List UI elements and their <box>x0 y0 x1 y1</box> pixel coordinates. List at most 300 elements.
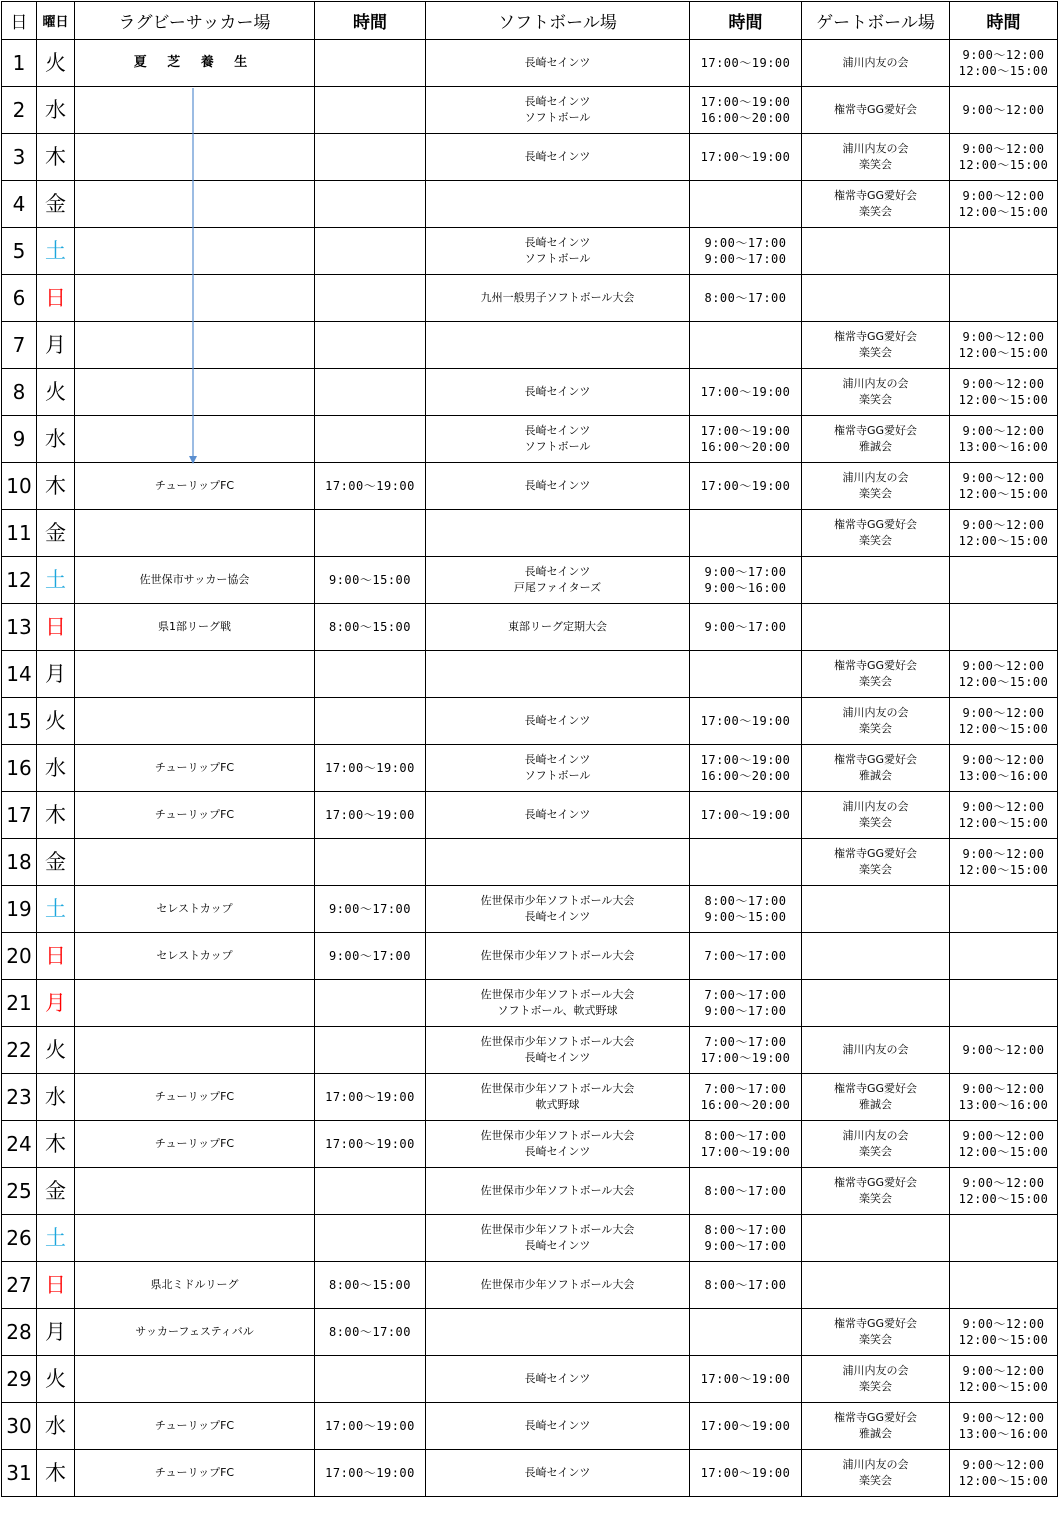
rugby-cell <box>75 1403 315 1450</box>
gateball-cell <box>802 604 950 651</box>
cell-text: 7:00～17:00 <box>704 1082 787 1096</box>
cell-text: 権常寺GG愛好会 <box>833 753 918 766</box>
gateball-time-cell <box>950 933 1058 980</box>
cell-text: 浦川内友の会 <box>842 706 909 719</box>
schedule-row <box>2 604 1058 651</box>
cell-text: 17:00～19:00 <box>325 1419 415 1433</box>
cell-text: 9:00～12:00 <box>962 377 1045 391</box>
gateball-time-cell <box>950 322 1058 369</box>
cell-text: 長崎セインツ <box>524 150 591 163</box>
cell-text: 佐世保市少年ソフトボール大会 <box>480 1184 635 1197</box>
rugby-cell <box>75 134 315 181</box>
cell-text: 佐世保市少年ソフトボール大会 <box>480 894 635 907</box>
rugby-time-cell <box>315 416 426 463</box>
cell-text: 16:00～20:00 <box>700 1098 791 1112</box>
cell-text: 17:00～19:00 <box>700 1051 791 1065</box>
softball-cell <box>426 228 690 275</box>
softball-cell <box>426 651 690 698</box>
cell-text: 長崎セインツ <box>524 1419 591 1432</box>
softball-cell <box>426 557 690 604</box>
cell-text: 17:00～19:00 <box>700 1466 791 1480</box>
rugby-time-cell <box>315 980 426 1027</box>
weekday-cell: 水 <box>37 87 75 134</box>
cell-text: 佐世保市少年ソフトボール大会 <box>480 1278 635 1291</box>
cell-text: 権常寺GG愛好会 <box>833 1317 918 1330</box>
softball-cell <box>426 1262 690 1309</box>
rugby-time-cell <box>315 886 426 933</box>
cell-text: ソフトボール <box>524 252 591 265</box>
day-cell: 21 <box>2 980 37 1027</box>
weekday-cell: 火 <box>37 369 75 416</box>
cell-text: 浦川内友の会 <box>842 56 909 69</box>
cell-text: 浦川内友の会 <box>842 800 909 813</box>
schedule-row <box>2 369 1058 416</box>
rugby-cell <box>75 510 315 557</box>
day-cell: 3 <box>2 134 37 181</box>
softball-time-cell <box>690 1027 802 1074</box>
weekday-cell: 土 <box>37 1215 75 1262</box>
cell-text: 7:00～17:00 <box>704 949 787 963</box>
day-cell: 11 <box>2 510 37 557</box>
softball-time-cell <box>690 181 802 228</box>
rugby-cell <box>75 322 315 369</box>
softball-cell <box>426 322 690 369</box>
softball-time-cell <box>690 416 802 463</box>
cell-text: 佐世保市少年ソフトボール大会 <box>480 1082 635 1095</box>
softball-cell <box>426 604 690 651</box>
cell-text: 9:00～12:00 <box>962 142 1045 156</box>
schedule-row <box>2 322 1058 369</box>
gateball-time-cell <box>950 369 1058 416</box>
cell-text: 権常寺GG愛好会 <box>833 659 918 672</box>
rugby-time-cell <box>315 275 426 322</box>
gateball-time-cell <box>950 40 1058 87</box>
schedule-row <box>2 275 1058 322</box>
cell-text: 9:00～16:00 <box>704 581 787 595</box>
day-cell: 4 <box>2 181 37 228</box>
cell-text: 17:00～19:00 <box>700 808 791 822</box>
cell-text: 8:00～17:00 <box>704 894 787 908</box>
cell-text: 9:00～12:00 <box>962 330 1045 344</box>
cell-text: 16:00～20:00 <box>700 769 791 783</box>
softball-cell <box>426 369 690 416</box>
rugby-time-cell <box>315 557 426 604</box>
cell-text: チューリップFC <box>154 1137 235 1150</box>
schedule-row <box>2 40 1058 87</box>
cell-text: 楽笑会 <box>859 158 892 171</box>
cell-text: 17:00～19:00 <box>700 1372 791 1386</box>
cell-text: 17:00～19:00 <box>700 385 791 399</box>
day-cell: 5 <box>2 228 37 275</box>
weekday-cell: 水 <box>37 1074 75 1121</box>
day-cell: 20 <box>2 933 37 980</box>
gateball-cell <box>802 839 950 886</box>
cell-text: 東部リーグ定期大会 <box>508 620 607 633</box>
softball-cell <box>426 1309 690 1356</box>
schedule-row <box>2 510 1058 557</box>
gateball-time-cell <box>950 839 1058 886</box>
rugby-cell <box>75 792 315 839</box>
cell-text: ソフトボール <box>524 111 591 124</box>
cell-text: 9:00～12:00 <box>962 1458 1045 1472</box>
cell-text: 楽笑会 <box>859 816 892 829</box>
gateball-cell <box>802 1356 950 1403</box>
gateball-time-cell <box>950 745 1058 792</box>
softball-time-cell <box>690 1215 802 1262</box>
cell-text: 8:00～17:00 <box>704 1223 787 1237</box>
rugby-cell <box>75 87 315 134</box>
schedule-row <box>2 980 1058 1027</box>
rugby-time-cell <box>315 1121 426 1168</box>
gateball-cell <box>802 886 950 933</box>
cell-text: 浦川内友の会 <box>842 377 909 390</box>
weekday-cell: 木 <box>37 1450 75 1497</box>
schedule-row <box>2 557 1058 604</box>
softball-time-cell <box>690 369 802 416</box>
softball-cell <box>426 1215 690 1262</box>
rugby-time-cell <box>315 1403 426 1450</box>
cell-text: 17:00～19:00 <box>700 479 791 493</box>
day-cell: 30 <box>2 1403 37 1450</box>
header-rugby-time: 時間 <box>315 2 426 40</box>
cell-text: 長崎セインツ <box>524 1145 591 1158</box>
cell-text: 13:00～16:00 <box>958 440 1049 454</box>
cell-text: 浦川内友の会 <box>842 1458 909 1471</box>
cell-text: 9:00～12:00 <box>962 1082 1045 1096</box>
softball-time-cell <box>690 510 802 557</box>
gateball-cell <box>802 322 950 369</box>
gateball-time-cell <box>950 886 1058 933</box>
gateball-time-cell <box>950 1027 1058 1074</box>
gateball-cell <box>802 792 950 839</box>
day-cell: 2 <box>2 87 37 134</box>
schedule-row <box>2 463 1058 510</box>
cell-text: 楽笑会 <box>859 1380 892 1393</box>
cell-text: 長崎セインツ <box>524 424 591 437</box>
weekday-cell: 火 <box>37 698 75 745</box>
cell-text: 長崎セインツ <box>524 56 591 69</box>
cell-text: 9:00～15:00 <box>328 573 412 587</box>
gateball-cell <box>802 134 950 181</box>
cell-text: 長崎セインツ <box>524 565 591 578</box>
gateball-time-cell <box>950 792 1058 839</box>
weekday-cell: 月 <box>37 322 75 369</box>
cell-text: 9:00～17:00 <box>704 565 787 579</box>
cell-text: 9:00～12:00 <box>962 518 1045 532</box>
cell-text: 17:00～19:00 <box>325 1466 415 1480</box>
softball-cell <box>426 886 690 933</box>
rugby-cell <box>75 1215 315 1262</box>
header-day: 日 <box>2 2 37 40</box>
gateball-time-cell <box>950 463 1058 510</box>
softball-cell <box>426 1121 690 1168</box>
cell-text: 12:00～15:00 <box>958 393 1049 407</box>
cell-text: 楽笑会 <box>859 534 892 547</box>
rugby-cell <box>75 181 315 228</box>
cell-text: 9:00～17:00 <box>704 1239 787 1253</box>
cell-text: 9:00～12:00 <box>962 189 1045 203</box>
gateball-time-cell <box>950 510 1058 557</box>
rugby-time-cell <box>315 1027 426 1074</box>
day-cell: 23 <box>2 1074 37 1121</box>
rugby-time-cell <box>315 1215 426 1262</box>
cell-text: 12:00～15:00 <box>958 487 1049 501</box>
day-cell: 15 <box>2 698 37 745</box>
day-cell: 18 <box>2 839 37 886</box>
weekday-cell: 土 <box>37 557 75 604</box>
cell-text: 楽笑会 <box>859 722 892 735</box>
weekday-cell: 日 <box>37 275 75 322</box>
gateball-cell <box>802 181 950 228</box>
schedule-row <box>2 1168 1058 1215</box>
cell-text: チューリップFC <box>154 1419 235 1432</box>
rugby-cell <box>75 698 315 745</box>
gateball-cell <box>802 1262 950 1309</box>
cell-text: 13:00～16:00 <box>958 1427 1049 1441</box>
cell-text: セレストカップ <box>156 902 233 915</box>
cell-text: 9:00～12:00 <box>962 424 1045 438</box>
weekday-cell: 日 <box>37 604 75 651</box>
day-cell: 22 <box>2 1027 37 1074</box>
gateball-cell <box>802 510 950 557</box>
softball-cell <box>426 1450 690 1497</box>
header-softball: ソフトボール場 <box>426 2 690 40</box>
header-softball-time: 時間 <box>690 2 802 40</box>
softball-time-cell <box>690 557 802 604</box>
day-cell: 24 <box>2 1121 37 1168</box>
schedule-row <box>2 933 1058 980</box>
day-cell: 29 <box>2 1356 37 1403</box>
gateball-cell <box>802 557 950 604</box>
softball-time-cell <box>690 463 802 510</box>
softball-cell <box>426 40 690 87</box>
weekday-cell: 土 <box>37 886 75 933</box>
softball-time-cell <box>690 651 802 698</box>
cell-text: 権常寺GG愛好会 <box>833 518 918 531</box>
softball-time-cell <box>690 1450 802 1497</box>
rugby-cell <box>75 933 315 980</box>
cell-text: 楽笑会 <box>859 863 892 876</box>
cell-text: 雅誠会 <box>859 440 892 453</box>
rugby-time-cell <box>315 745 426 792</box>
day-cell: 8 <box>2 369 37 416</box>
rugby-cell <box>75 369 315 416</box>
gateball-time-cell <box>950 134 1058 181</box>
softball-time-cell <box>690 87 802 134</box>
day-cell: 14 <box>2 651 37 698</box>
softball-cell <box>426 463 690 510</box>
schedule-row <box>2 886 1058 933</box>
gateball-cell <box>802 1121 950 1168</box>
cell-text: 16:00～20:00 <box>700 111 791 125</box>
rugby-time-cell <box>315 228 426 275</box>
gateball-cell <box>802 1074 950 1121</box>
cell-text: 9:00～12:00 <box>962 753 1045 767</box>
softball-time-cell <box>690 228 802 275</box>
cell-text: 17:00～19:00 <box>325 761 415 775</box>
cell-text: 16:00～20:00 <box>700 440 791 454</box>
cell-text: 9:00～12:00 <box>962 706 1045 720</box>
cell-text: 12:00～15:00 <box>958 1380 1049 1394</box>
gateball-time-cell <box>950 698 1058 745</box>
cell-text: 9:00～17:00 <box>704 252 787 266</box>
schedule-row <box>2 1309 1058 1356</box>
rugby-cell <box>75 228 315 275</box>
day-cell: 25 <box>2 1168 37 1215</box>
cell-text: 17:00～19:00 <box>325 1090 415 1104</box>
rugby-time-cell <box>315 322 426 369</box>
cell-text: 7:00～17:00 <box>704 1035 787 1049</box>
weekday-cell: 日 <box>37 1262 75 1309</box>
rugby-cell <box>75 604 315 651</box>
cell-text: 長崎セインツ <box>524 479 591 492</box>
cell-text: 17:00～19:00 <box>700 56 791 70</box>
gateball-time-cell <box>950 1403 1058 1450</box>
gateball-cell <box>802 745 950 792</box>
schedule-row <box>2 745 1058 792</box>
day-cell: 27 <box>2 1262 37 1309</box>
cell-text: 17:00～19:00 <box>325 808 415 822</box>
gateball-cell <box>802 87 950 134</box>
rugby-time-cell <box>315 1262 426 1309</box>
gateball-cell <box>802 1450 950 1497</box>
day-cell: 7 <box>2 322 37 369</box>
schedule-row <box>2 1262 1058 1309</box>
cell-text: 9:00～17:00 <box>328 949 412 963</box>
cell-text: 浦川内友の会 <box>842 1129 909 1142</box>
softball-time-cell <box>690 792 802 839</box>
softball-cell <box>426 134 690 181</box>
gateball-cell <box>802 980 950 1027</box>
cell-text: チューリップFC <box>154 479 235 492</box>
gateball-time-cell <box>950 228 1058 275</box>
cell-text: 長崎セインツ <box>524 95 591 108</box>
gateball-cell <box>802 275 950 322</box>
cell-text: 17:00～19:00 <box>700 95 791 109</box>
cell-text: 12:00～15:00 <box>958 722 1049 736</box>
cell-text: 17:00～19:00 <box>700 1145 791 1159</box>
cell-text: 戸尾ファイターズ <box>513 581 602 594</box>
cell-text: 長崎セインツ <box>524 1239 591 1252</box>
cell-text: 7:00～17:00 <box>704 988 787 1002</box>
cell-text: 9:00～12:00 <box>962 1043 1045 1057</box>
rugby-time-cell <box>315 1168 426 1215</box>
cell-text: 9:00～12:00 <box>962 659 1045 673</box>
cell-text: 8:00～17:00 <box>704 1184 787 1198</box>
cell-text: 9:00～12:00 <box>962 800 1045 814</box>
weekday-cell: 水 <box>37 1403 75 1450</box>
rugby-time-cell <box>315 181 426 228</box>
rugby-time-cell <box>315 651 426 698</box>
softball-time-cell <box>690 839 802 886</box>
cell-text: 9:00～17:00 <box>704 620 787 634</box>
cell-text: 軟式野球 <box>535 1098 580 1111</box>
softball-time-cell <box>690 1121 802 1168</box>
rugby-time-cell <box>315 40 426 87</box>
day-cell: 17 <box>2 792 37 839</box>
softball-cell <box>426 980 690 1027</box>
day-cell: 16 <box>2 745 37 792</box>
rugby-time-cell <box>315 1309 426 1356</box>
header-row <box>2 2 1058 40</box>
weekday-cell: 火 <box>37 1356 75 1403</box>
softball-time-cell <box>690 40 802 87</box>
cell-text: チューリップFC <box>154 808 235 821</box>
weekday-cell: 火 <box>37 40 75 87</box>
schedule-row <box>2 1450 1058 1497</box>
cell-text: 8:00～17:00 <box>328 1325 412 1339</box>
cell-text: 12:00～15:00 <box>958 534 1049 548</box>
cell-text: 12:00～15:00 <box>958 675 1049 689</box>
rugby-cell <box>75 1027 315 1074</box>
weekday-cell: 金 <box>37 839 75 886</box>
cell-text: 長崎セインツ <box>524 1372 591 1385</box>
softball-cell <box>426 1074 690 1121</box>
cell-text: サッカーフェスティバル <box>135 1325 254 1338</box>
weekday-cell: 金 <box>37 510 75 557</box>
softball-time-cell <box>690 322 802 369</box>
cell-text: 長崎セインツ <box>524 910 591 923</box>
cell-text: 浦川内友の会 <box>842 1043 909 1056</box>
cell-text: 12:00～15:00 <box>958 1333 1049 1347</box>
cell-text: 17:00～19:00 <box>700 150 791 164</box>
softball-cell <box>426 839 690 886</box>
cell-text: 12:00～15:00 <box>958 346 1049 360</box>
gateball-time-cell <box>950 1450 1058 1497</box>
rugby-time-cell <box>315 369 426 416</box>
schedule-row <box>2 792 1058 839</box>
cell-text: 9:00～12:00 <box>962 1129 1045 1143</box>
cell-text: 権常寺GG愛好会 <box>833 1411 918 1424</box>
softball-time-cell <box>690 1074 802 1121</box>
cell-text: 17:00～19:00 <box>325 1137 415 1151</box>
schedule-row <box>2 1403 1058 1450</box>
softball-time-cell <box>690 933 802 980</box>
schedule-row <box>2 228 1058 275</box>
gateball-time-cell <box>950 980 1058 1027</box>
weekday-cell: 水 <box>37 416 75 463</box>
cell-text: 浦川内友の会 <box>842 142 909 155</box>
gateball-cell <box>802 369 950 416</box>
softball-time-cell <box>690 1403 802 1450</box>
rugby-time-cell <box>315 510 426 557</box>
gateball-cell <box>802 416 950 463</box>
weekday-cell: 水 <box>37 745 75 792</box>
cell-text: 楽笑会 <box>859 675 892 688</box>
cell-text: 九州一般男子ソフトボール大会 <box>480 291 635 304</box>
rugby-cell <box>75 1168 315 1215</box>
softball-cell <box>426 87 690 134</box>
rugby-cell <box>75 463 315 510</box>
cell-text: 17:00～19:00 <box>700 753 791 767</box>
schedule-row <box>2 1074 1058 1121</box>
cell-text: 13:00～16:00 <box>958 1098 1049 1112</box>
gateball-time-cell <box>950 1168 1058 1215</box>
weekday-cell: 土 <box>37 228 75 275</box>
rugby-cell <box>75 886 315 933</box>
softball-cell <box>426 745 690 792</box>
cell-text: 12:00～15:00 <box>958 64 1049 78</box>
cell-text: 長崎セインツ <box>524 753 591 766</box>
softball-cell <box>426 1356 690 1403</box>
cell-text: チューリップFC <box>154 1466 235 1479</box>
softball-cell <box>426 792 690 839</box>
gateball-cell <box>802 698 950 745</box>
softball-cell <box>426 933 690 980</box>
rugby-cell <box>75 1309 315 1356</box>
rugby-cell <box>75 1262 315 1309</box>
softball-cell <box>426 510 690 557</box>
